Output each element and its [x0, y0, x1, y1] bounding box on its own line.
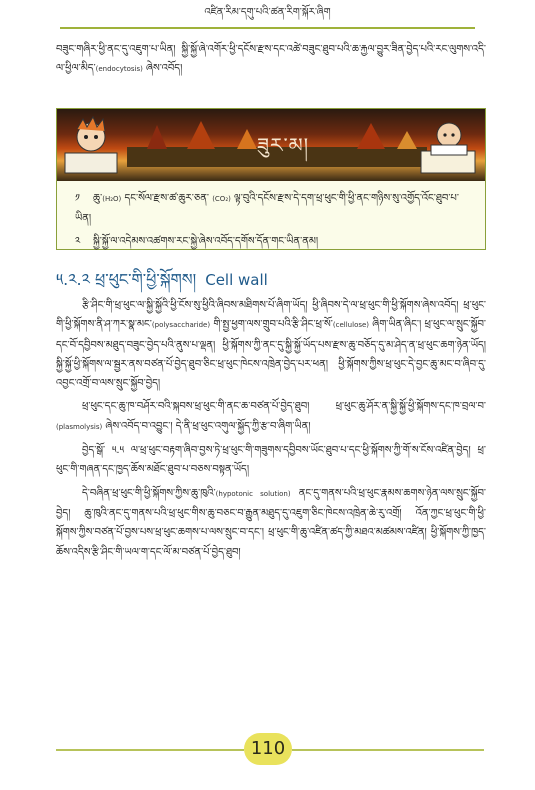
section-title-tibetan: ཕྲ་ཕུང་གི་ཕྱི་སྐོགས། — [95, 270, 197, 289]
note-box — [56, 108, 486, 250]
note-item-text: ཆུ་ — [93, 193, 103, 204]
paragraph-text: རྩི་ཤིང་གི་ཕྲ་ཕུང་ལ་སྐྱི་སྐྱོའི་ཕྱི་ངོས་སུ་ཕྱིའི་ཞིབས་མཐིགས་པོ་ཞིག་ཡོད། ཕྱི་ཞིབས་དེ་ལ་ཕྲ་ཕུང་གི་ཕྱི་སྐོགས་ཞེས་འབོད། ཕྲ་ཕུང་གི་ཕྱི་སྐོགས་ནི་ཤ་ཀར་སྣ་མང་ — [56, 300, 486, 331]
page-number: 110 — [244, 733, 292, 765]
water-formula: (H₂O) — [102, 195, 122, 203]
paragraph-text: ནང་དུ་གནས་པའི་ཕྲ་ཕུང་རྣམས་ཆགས་ཉེན་ལས་སྲུང་སྐྱོབ་བྱེད། ཆུ་ཁུའི་ནང་དུ་གནས་པའི་ཕྲ་ཕུང་གིས་ཆུ་བཅང་བ་རྒྱུན་མཐུད་དུ་འཇུག་ཅིང་ཁེངས་འཁྲེན་ཆེ་རུ་འགྲོ། འོན་ཀྱང་ཕྲ་ཕུང་གི་ཕྱི་སྐོགས་ཀྱིས་བཙན་པོ་བྱས་པས་ཕྲ་ཕུང་ཆགས་པ་ལས་སྲུང་བ་དང་། ཕྲ་ཕུང་གི་ཆུ་འཛིན་ཚད་ཀྱི་མཐའ་མཚམས་འཛིན། ཕྱི་སྐོགས་ཀྱི་ཁྱད་ཆོས་འདིས་རྩི་ཤིང་གི་ཡལ་ག་དང་ལོ་མ་བཙན་པོ་བྱེད་ཐུབ། — [56, 487, 486, 558]
footer-rule-left — [56, 749, 244, 751]
note-item-1 — [75, 189, 475, 228]
paragraph-text: ཞིག་ཡིན་ཞིང་། ཕྲ་ཕུང་ལ་སྲུང་སྐྱོབ་དང་བོ་དབྱིབས་མཐུད་བཟུང་བྱེད་པའི་ནུས་པ་ལྡན། ཕྱི་སྐོགས་ཀྱི་ནང་དུ་སྐྱི་སྐྱོ་ཡོད་པས་རྫས་ཆུ་བཅོད་དུ་མ་ཤེད་ན་ཕྲ་ཕུང་ཆག་ཉེན་ཡོད། སྐྱི་སྐྱོ་ཕྱི་སྐོགས་ལ་སྦྱར་ནས་བཙན་པོ་བྱེད་ཐུབ་ཅིང་ཕྲ་ཕུང་ཁེངས་འཁྲེན་བྱེད་པར་ཕན། ཕྱི་སྐོགས་ཀྱིས་ཕྲ་ཕུང་དེ་བྱང་ཆུ་མང་བ་ཞིབ་དུ་འབྱང་འགྲོ་བ་ལས་སྲུང་སྐྱོབ་བྱེད། — [56, 319, 486, 390]
plasmolysis-term: (plasmolysis) — [56, 422, 103, 431]
polysaccharide-term: (polysaccharide) — [151, 321, 211, 330]
section-title-english: Cell wall — [205, 271, 268, 289]
intro-text-before: བཟུང་གཞིར་ཕྱི་ནང་དུ་འཇུག་པ་ཡིན། སྐྱི་སྐྱོ་ཞེ་འགོར་ཕྱི་དངོས་རྫས་དང་འཚེ་བཟུང་ཐུབ་པའི་ཆ་རྐྱལ་བྱུར་ཟིན་བྱེད་པའི་རང་ལུགས་འདི་ལ་ཕྱིལ་མིད་ — [56, 44, 486, 74]
paragraph-text: ཞེས་འབོད་བ་འབྱུང་། དེ་ནི་ཕྲ་ཕུང་འགུལ་སྐྱོད་ཀྱི་རྩ་བ་ཞིག་ཡིན། — [102, 420, 311, 432]
reading-student-icon — [415, 115, 481, 177]
note-item-number: ༡ — [75, 193, 80, 204]
paragraph-text: ཕྲ་ཕུང་དང་ཆུ་ཁ་བཤོར་བའི་སྐབས་ཕྲ་ཕུང་གི་ནང་ཆ་བཙན་པོ་བྱེད་ཐུབ། ཕྲ་ཕུང་ཆུ་ཤོར་ན་སྐྱི་སྐྱོ་ཕྱི་སྐོགས་དང་ཁ་བྲལ་བ་ — [82, 401, 486, 413]
cellulose-term: (cellulose) — [332, 321, 370, 330]
intro-text-after: ཞེས་འབོད། — [142, 63, 183, 74]
section-number: ༥.༢.༢ — [56, 270, 90, 289]
body-text — [56, 296, 486, 562]
note-item-text: སྐྱི་སྐྱོ་ལ་འདེམས་འཚགས་རང་སྐྱེ་ཞེས་འབོད་དགོས་དོན་གང་ཡིན་ནམ། — [93, 236, 319, 247]
note-title: ཟུར་མ། — [257, 133, 310, 157]
running-header: འཛིན་རིམ་དགུ་པའི་ཚན་རིག་སྐོར་ཞིག — [204, 7, 331, 18]
note-banner — [57, 109, 485, 181]
note-item-2 — [75, 232, 475, 251]
paragraph-2 — [56, 397, 486, 437]
thinking-student-icon — [61, 113, 121, 177]
header-rule — [60, 27, 475, 29]
hypotonic-solution-term: (hypotonic solution) — [215, 489, 291, 498]
note-list — [75, 189, 475, 255]
note-item-text: དང་སོལ་རྫས་ཚ་ཆུར་ཅན་ — [121, 193, 213, 204]
paragraph-1 — [56, 296, 486, 393]
note-item-number: ༢ — [75, 236, 81, 247]
paragraph-text: དེ་བཞིན་ཕྲ་ཕུང་གི་ཕྱི་སྐོགས་ཀྱིས་ཆུ་ཁུའི་ — [82, 487, 216, 499]
paragraph-text: གི་སྤྱ་ཕྱག་ལས་གྲུབ་པའི་རྩི་ཤིང་ཕྲ་སོ་ — [210, 319, 333, 331]
footer-rule-right — [292, 749, 484, 751]
intro-paragraph — [56, 40, 486, 79]
paragraph-3: བྱེད་སྒོ་ ༥.༥ ལ་ཕྲ་ཕུང་བརྟག་ཞིབ་བྱས་ཏེ་ཕྲ་ཕུང་གི་གཟུགས་དབྱིབས་ཡོང་ཐུབ་པ་དང་ཕྱི་སྐོགས་ཀྱི་གོ་ས་ངོས་འཛིན་བྱེད། ཕྲ་ཕུང་གི་གཞན་དང་ཁྱད་ཆོས་མཐོང་ཐུབ་པ་བཅས་བསྟན་ཡོད། — [56, 445, 486, 476]
paragraph-4 — [56, 484, 486, 562]
co2-formula: (CO₂) — [212, 195, 231, 203]
intro-example-term: (endocytosis) — [95, 65, 143, 73]
note-item-text: ལྟ་བུའི་དངོས་རྫས་དེ་དག་ཕྲ་ཕུང་གི་ཕྱི་ནང་གཉིས་སུ་འགྱོད་འོང་ཐུབ་པ་ཡིན། — [75, 193, 459, 224]
